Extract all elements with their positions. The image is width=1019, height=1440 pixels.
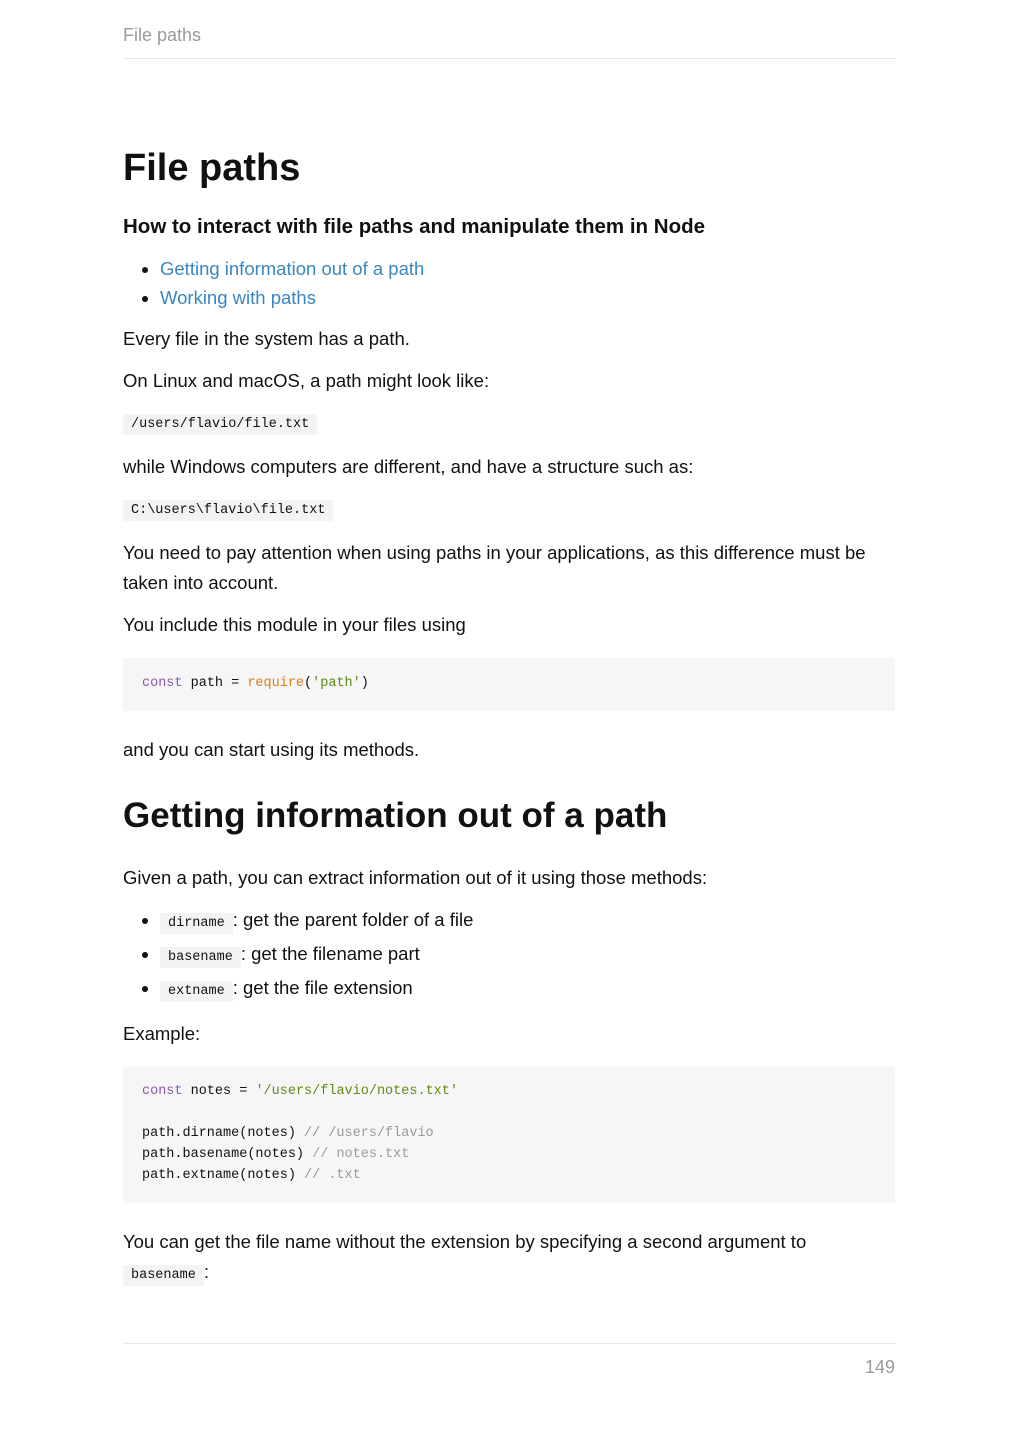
paragraph bbox=[123, 1227, 895, 1291]
toc-item bbox=[160, 283, 895, 312]
inline-code-dirname: dirname bbox=[160, 913, 233, 934]
code-block-example bbox=[123, 1067, 895, 1203]
page-number: 149 bbox=[864, 1357, 895, 1377]
inline-code-extname: extname bbox=[160, 981, 233, 1002]
list-item bbox=[160, 905, 895, 939]
paragraph-text: : bbox=[203, 1261, 209, 1282]
inline-code-linux-path: /users/flavio/file.txt bbox=[123, 414, 317, 435]
code-function: require bbox=[247, 676, 305, 691]
code-keyword: const bbox=[142, 1084, 183, 1099]
footer-divider bbox=[123, 1343, 895, 1344]
paragraph: and you can start using its methods. bbox=[123, 739, 420, 760]
code-line bbox=[123, 494, 895, 526]
paragraph: On Linux and macOS, a path might look like: bbox=[123, 370, 490, 391]
code-text: ( bbox=[304, 676, 313, 691]
inline-code-basename: basename bbox=[160, 947, 241, 968]
list-item-text: : get the file extension bbox=[232, 977, 413, 998]
inline-code-windows-path: C:\users\flavio\file.txt bbox=[123, 500, 333, 521]
code-text: path.basename(notes) bbox=[142, 1147, 313, 1162]
methods-list bbox=[123, 905, 895, 1007]
header-divider bbox=[123, 58, 895, 59]
list-item bbox=[160, 973, 895, 1007]
toc-link-getting-information[interactable]: Getting information out of a path bbox=[160, 258, 425, 279]
content bbox=[123, 142, 895, 1303]
code-text: path.extname(notes) bbox=[142, 1168, 305, 1183]
toc-link-working-with-paths[interactable]: Working with paths bbox=[160, 287, 316, 308]
code-text: path = bbox=[182, 676, 248, 691]
code-comment: // notes.txt bbox=[312, 1147, 410, 1162]
paragraph: You include this module in your files using bbox=[123, 614, 466, 635]
running-header: File paths bbox=[123, 25, 202, 45]
section-heading: Getting information out of a path bbox=[123, 796, 668, 835]
paragraph: Example: bbox=[123, 1023, 201, 1044]
list-item-text: : get the parent folder of a file bbox=[232, 909, 474, 930]
code-text: ) bbox=[360, 676, 369, 691]
paragraph: while Windows computers are different, and have a structure such as: bbox=[123, 456, 694, 477]
code-keyword: const bbox=[142, 676, 183, 691]
inline-code-basename-arg: basename bbox=[123, 1265, 204, 1286]
code-comment: // .txt bbox=[304, 1168, 361, 1183]
table-of-contents bbox=[123, 254, 895, 312]
code-string: 'path' bbox=[312, 676, 361, 691]
paragraph: You need to pay attention when using paths in your applications, as this difference must be taken into account. bbox=[123, 542, 866, 593]
code-comment: // /users/flavio bbox=[304, 1126, 434, 1141]
code-block-require bbox=[123, 658, 895, 711]
toc-item bbox=[160, 254, 895, 283]
page-title: File paths bbox=[123, 147, 301, 189]
list-item bbox=[160, 939, 895, 973]
paragraph: Given a path, you can extract information out of it using those methods: bbox=[123, 867, 708, 888]
code-text: path.dirname(notes) bbox=[142, 1126, 305, 1141]
list-item-text: : get the filename part bbox=[240, 943, 420, 964]
code-line bbox=[123, 408, 895, 440]
paragraph: Every file in the system has a path. bbox=[123, 328, 410, 349]
paragraph-text: You can get the file name without the extension by specifying a second argument to bbox=[123, 1231, 807, 1252]
code-text: notes = bbox=[182, 1084, 256, 1099]
page-subtitle: How to interact with file paths and manipulate them in Node bbox=[123, 215, 706, 238]
code-string: '/users/flavio/notes.txt' bbox=[255, 1084, 458, 1099]
